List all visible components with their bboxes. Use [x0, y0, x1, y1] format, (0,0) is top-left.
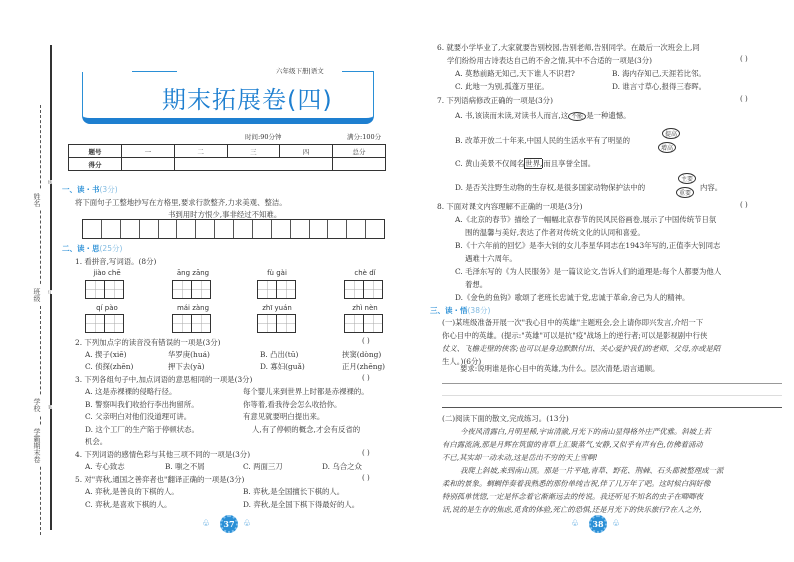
answer-line[interactable]	[442, 383, 782, 384]
writing-grid[interactable]	[82, 219, 385, 239]
prompt-line: 生人。)(6分)	[442, 357, 482, 366]
answer-paren[interactable]: ( )	[362, 449, 370, 457]
option: C. 侦探(zhēn)	[85, 362, 134, 371]
option: 内容。	[700, 183, 723, 192]
option: A. 揳子(xiē)	[85, 350, 127, 359]
score-row-label: 得分	[69, 158, 122, 171]
answer-line[interactable]	[442, 395, 782, 396]
option: C. 父亲明白对他们没道理可讲。	[85, 412, 192, 421]
option: C. 毛泽东写的《为人民服务》是一篇议论文,告诉人们的道理是:每个人都要为他人	[455, 267, 722, 276]
option: 围的温馨与美好,表达了作者对传统文化的认同和喜爱。	[465, 228, 645, 237]
option: 挟窦(dòng)	[342, 350, 382, 359]
pinyin: mái zàng	[176, 304, 210, 312]
mark-zhuang: 装	[48, 405, 53, 409]
answer-paren[interactable]: ( )	[362, 374, 370, 382]
pinyin: chè dǐ	[354, 269, 376, 277]
passage-line: 有白露流淌,那是月辉在筑窗的青草上汇聚蒸气,安静,又似乎有声有色,仿佛着涌动	[442, 440, 703, 449]
pinyin: jiào chē	[93, 269, 121, 277]
option: 遇难十六周年。	[465, 254, 517, 263]
option: A. 弈秋,是善良的下棋的人。	[85, 487, 179, 496]
option: C. 两面三刀	[243, 462, 283, 471]
section-heading: 一、读・书(3分)	[62, 185, 118, 194]
option: C. 此地一为别,孤蓬万里征。	[455, 82, 549, 91]
option: 每个婴儿来到世界上时都是赤裸裸的。	[243, 387, 369, 396]
pinyin: fù gài	[267, 269, 287, 277]
score-header: 四	[280, 145, 333, 158]
prompt-line: 仗义、飞檐走壁的侠客;也可以是身边默默付出、关心爱护我们的老师、父母,亦或是陌	[442, 344, 721, 353]
answer-box[interactable]	[172, 280, 211, 299]
answer-box[interactable]	[344, 314, 383, 333]
instruction: 将下面句子工整地抄写在方格里,要求行款整齐,力求美观、整洁。	[75, 198, 287, 207]
option: D. 乌合之众	[322, 462, 362, 471]
option: 有意见就要明白提出来。	[243, 412, 325, 421]
mark-ding: 订	[48, 290, 53, 294]
option: B. 改革开放二十年来,中国人民的生活水平有了明显的	[455, 136, 631, 145]
option: 华罗庚(huá)	[168, 350, 210, 359]
passage-line: 我爬上斜坡,来到南山顶。那是一片平地,青草、野花、荆棘、石头都被整理成一派	[460, 466, 724, 475]
option: B.《十六年前的回忆》是李大钊的女儿李星华同志在1943年写的,正值李大钊同志	[455, 241, 721, 250]
score-header: 二	[174, 145, 227, 158]
passage-line: 柔和的景象。蜩蜩伴奏着我熟悉的那份单纯吉祝,伴了几万年了吧。这时候白润好像	[442, 479, 711, 488]
answer-box[interactable]	[257, 280, 296, 299]
pinyin: zhī yuán	[262, 304, 292, 312]
option: B. 凸出(tū)	[260, 350, 299, 359]
question-stem: 6. 就要小学毕业了,大家就要告别校园,告别老师,告别同学。在最后一次班会上,同	[437, 43, 700, 52]
score-cell[interactable]	[333, 158, 386, 171]
page-title: 期末拓展卷(四)	[162, 86, 333, 114]
answer-paren[interactable]: ( )	[740, 95, 748, 103]
time-limit: 时间:90分钟	[245, 133, 282, 141]
title-banner	[82, 66, 374, 124]
class-label: 班级	[32, 285, 42, 305]
option: B. 嗤之不屑	[165, 462, 205, 471]
passage-line: 特别孤单恍惚,一定是怀念着它渐渐远去的传说。我还听见不知名的虫子在唧唧夜	[442, 492, 704, 501]
option: A. 莫愁前路无知己,天下谁人不识君?	[455, 69, 575, 78]
option: A.《北京的春节》描绘了一幅幅北京春节的民风民俗画卷,展示了中国传统节日氛	[455, 215, 717, 224]
option: D. 谁言寸草心,报得三春晖。	[612, 82, 707, 91]
question-stem: 3. 下列各组句子中,加点词语的意思相同的一项是(3分)	[75, 375, 253, 384]
question-stem: 4. 下列词语的感情色彩与其他三项不同的一项是(3分)	[75, 450, 251, 459]
option: C. 黄山美景不仅闻名世界,而且享誉全国。	[455, 159, 596, 168]
answer-paren[interactable]: ( )	[740, 55, 748, 63]
option: 着想。	[465, 280, 488, 289]
score-table	[68, 144, 386, 171]
prompt-line: (一)某班级准备开展一次"我心目中的英雄"主题班会,会上请你即兴发言,介绍一下	[442, 318, 704, 327]
option: D. 这个工厂的生产陷于停顿状态。	[85, 425, 199, 434]
page-number: 37	[220, 515, 238, 533]
option: B. 弈秋,是全国擅长下棋的人。	[243, 487, 345, 496]
question-stem: 学们纷纷用古诗表达自己的不舍之情,其中不合适的一项是(3分)	[447, 56, 652, 65]
score-header: 三	[227, 145, 280, 158]
answer-paren[interactable]: ( )	[740, 201, 748, 209]
option: D.《金色的鱼钩》歌颂了老班长忠诚于党,忠诚于革命,舍己为人的精神。	[455, 293, 690, 302]
circled-word: 重要	[676, 187, 694, 198]
option: B. 警察叫我们收拾行李出拘留所。	[85, 400, 199, 409]
mark-line: 线	[48, 180, 53, 184]
passage-line: 今夜风清露白,月明星稀,宇宙清澈,月光下的南山显得格外庄严优雅。斜坡上若	[460, 427, 711, 436]
option: A. 专心致志	[85, 462, 125, 471]
answer-line[interactable]	[442, 407, 782, 408]
full-score: 满分:100分	[347, 133, 382, 141]
answer-box[interactable]	[85, 280, 124, 299]
option: B. 海内存知己,天涯若比邻。	[612, 69, 706, 78]
score-header: 题号	[69, 145, 122, 158]
question-stem: 8. 下面对课文内容理解不正确的一项是(3分)	[437, 202, 583, 211]
name-label: 姓名	[32, 190, 42, 210]
option: D. 弈秋,是全国下棋下得最好的人。	[243, 500, 360, 509]
answer-box[interactable]	[257, 314, 296, 333]
reading-heading: (二)阅读下面的散文,完成练习。(13分)	[442, 414, 569, 423]
option: 你等着,看我待会怎么收拾你。	[243, 400, 342, 409]
option: 机会。	[85, 437, 108, 446]
option: C. 弈秋,是喜欢下棋的人。	[85, 500, 172, 509]
question-stem: 5. 对"弈秋,通国之善弈者也"翻译正确的一项是(3分)	[75, 475, 245, 484]
option: D. 是否关注野生动物的生存权,是很多国家动物保护法中的	[455, 183, 646, 192]
score-cell[interactable]	[174, 158, 332, 171]
requirement: 要求:说明谁是你心目中的英雄,为什么。层次清楚,语言通顺。	[460, 364, 660, 373]
score-cell[interactable]	[122, 158, 175, 171]
answer-box[interactable]	[344, 280, 383, 299]
passage-line: 不已,其实却一动未动,这是岳出不穷的天上雪啊!	[442, 453, 598, 462]
answer-box[interactable]	[85, 314, 124, 333]
pinyin: āng zāng	[176, 269, 210, 277]
section-heading: 三、读・悟(38分)	[430, 306, 491, 315]
sprout-icon: ♧	[243, 519, 252, 529]
prompt-line: 你心目中的英雄。(提示:"英雄"可以是抗"疫"战场上的逆行者;可以是影视剧中行侠	[442, 331, 708, 340]
series-label: 学霸期末卷	[32, 425, 42, 466]
grade-subject: 六年级下册|语文	[276, 67, 324, 75]
option: A. 这是赤裸裸的侵略行径。	[85, 387, 177, 396]
option: 人,有了停顿的概念,才会有反省的	[252, 425, 361, 434]
answer-paren[interactable]: ( )	[362, 337, 370, 345]
option: A. 书,该读而未读,对读书人而言,这 不能 是一种遗憾。	[455, 111, 631, 120]
binding-line	[50, 45, 52, 530]
page-number: 38	[589, 515, 607, 533]
cut-line	[40, 105, 41, 535]
answer-box[interactable]	[172, 314, 211, 333]
option: 正月(zhēng)	[342, 362, 386, 371]
circled-word: 提高	[662, 128, 680, 139]
school-label: 学校	[32, 395, 42, 415]
pinyin: qí pào	[96, 304, 118, 312]
question-stem: 7. 下列语病修改正确的一项是(3分)	[437, 96, 553, 105]
sprout-icon: ♧	[571, 519, 580, 529]
circled-word: 主要	[678, 173, 696, 184]
binding-margin	[0, 0, 62, 562]
question-stem: 1. 看拼音,写词语。(8分)	[75, 257, 157, 266]
option: D. 寡妇(guǎ)	[260, 362, 305, 371]
pinyin: zhì nèn	[352, 304, 378, 312]
section-heading: 二、读・思(25分)	[62, 244, 123, 253]
sprout-icon: ♧	[202, 519, 211, 529]
score-header: 总分	[333, 145, 386, 158]
score-header: 一	[122, 145, 175, 158]
copy-sentence: 书到用时方恨少,事非经过不知难。	[168, 210, 282, 219]
option: 押下去(yā)	[168, 362, 205, 371]
circled-word: 增高	[658, 142, 676, 153]
passage-line: 话,说的是生存的焦虑,觅食的体验,死亡的恐惧,还是月光下的快乐旅行?在人之外,	[442, 505, 702, 514]
answer-paren[interactable]: ( )	[362, 474, 370, 482]
question-stem: 2. 下列加点字的读音没有错误的一项是(3分)	[75, 338, 221, 347]
sprout-icon: ♧	[612, 519, 621, 529]
